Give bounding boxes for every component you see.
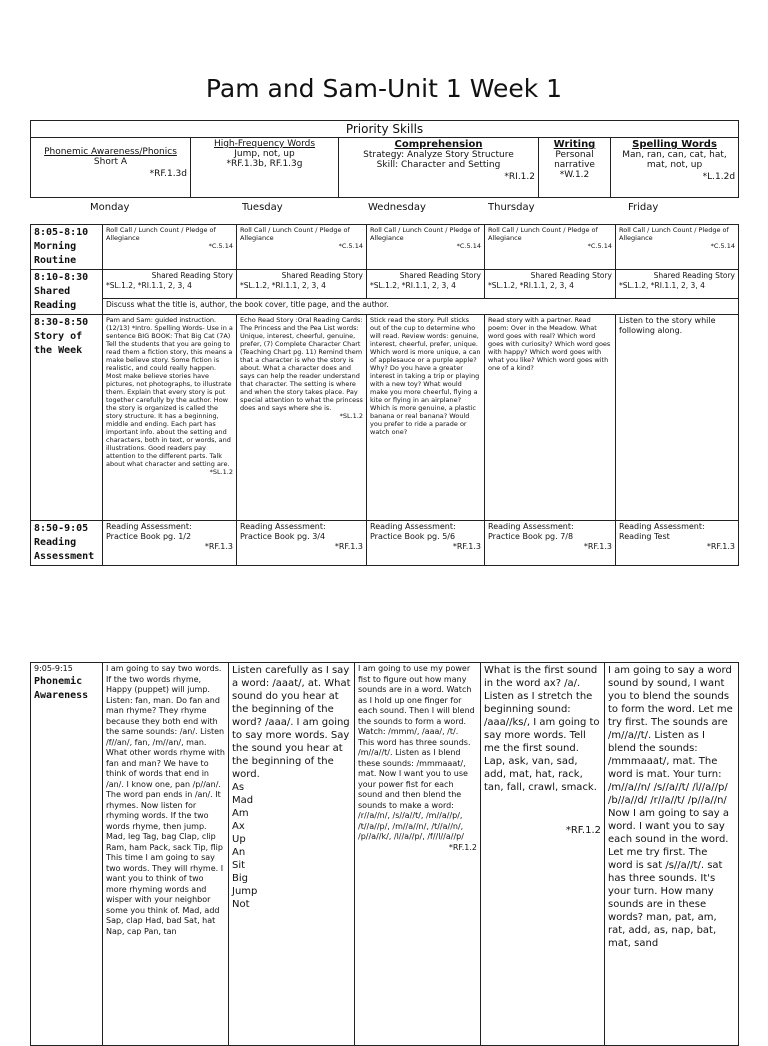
list-item: Mad bbox=[232, 795, 254, 806]
list-item: An bbox=[232, 847, 246, 858]
day-thursday: Thursday bbox=[488, 202, 535, 213]
shared-wed: Shared Reading Story *SL.1.2, *RI.1.1, 2, 3, 4 bbox=[367, 270, 485, 299]
skill-phonics: Phonemic Awareness/Phonics Short A *RF.1.3d bbox=[31, 138, 191, 198]
day-friday: Friday bbox=[628, 202, 659, 213]
shared-thu: Shared Reading Story *SL.1.2, *RI.1.1, 2, 3, 4 bbox=[485, 270, 616, 299]
assess-tue: Reading Assessment: Practice Book pg. 3/4 *RF.1.3 bbox=[237, 521, 367, 566]
list-item: Ax bbox=[232, 821, 245, 832]
story-thu: Read story with a partner. Read poem: Over in the Meadow. What word goes with real? Which word goes with curiosity? Which word goes with happy? Which word goes with what you like? Which word goes with one of a kind? bbox=[485, 315, 616, 521]
skill-high-frequency-words: High-Frequency Words Jump, not, up *RF.1.3b, RF.1.3g bbox=[191, 138, 339, 198]
story-fri: Listen to the story while following along. bbox=[616, 315, 739, 521]
story-mon: Pam and Sam: guided instruction. (12/13) *Intro. Spelling Words- Use in a sentence BIG BOOK: That Big Cat (7A) Tell the students that you are going to read them a fiction story, this means a make believe story. Some fiction is realistic, and could really happen. Most make believe stories have pictures, not photographs, to illustrate them. Explain that every story is put together carefully by the author. How the story is organized is called the story structure. It has a beginning, middle and ending. Each part has important info. about the setting and characters, both in text, or words, and illustrations. Good readers pay attention to the different parts. Talk about what character and setting are. *SL.1.2 bbox=[103, 315, 237, 521]
day-wednesday: Wednesday bbox=[368, 202, 426, 213]
morning-mon: Roll Call / Lunch Count / Pledge of Allegiance *C.5.14 bbox=[103, 225, 237, 270]
list-item: Sit bbox=[232, 860, 246, 871]
shared-reading-note: Discuss what the title is, author, the book cover, title page, and the author. bbox=[103, 298, 739, 314]
time-phonemic-awareness: 9:05-9:15 Phonemic Awareness bbox=[31, 663, 103, 1046]
phonemic-tue-word-list bbox=[232, 781, 351, 911]
list-item: Not bbox=[232, 899, 250, 910]
morning-wed: Roll Call / Lunch Count / Pledge of Allegiance *C.5.14 bbox=[367, 225, 485, 270]
skill-spelling: Spelling Words Man, ran, can, cat, hat, mat, not, up *L.1.2d bbox=[611, 138, 739, 198]
morning-thu: Roll Call / Lunch Count / Pledge of Allegiance *C.5.14 bbox=[485, 225, 616, 270]
priority-skills-heading: Priority Skills bbox=[31, 121, 739, 138]
phonemic-awareness-table bbox=[30, 662, 739, 1046]
skill-writing: Writing Personal narrative *W.1.2 bbox=[539, 138, 611, 198]
story-tue: Echo Read Story :Oral Reading Cards: The Princess and the Pea List words: Unique, interest, cheerful, genuine, prefer, (7) Complete Character Chart (Teaching Chart pg. 11) Remind them that a character is who the story is about. What a character does and says can help the reader understand that character. The setting is where and when the story takes place. Pay special attention to what the princess does and says where she is. *SL.1.2 bbox=[237, 315, 367, 521]
phonemic-tue: Listen carefully as I say a word: /aaat/, at. What sound do you hear at the beginning of the word? /aaa/. I am going to say more words. Say the sound you hear at the beginning of the word. As Mad Am Ax Up An Sit Big Jump Not bbox=[229, 663, 355, 1046]
phonemic-mon: I am going to say two words. If the two words rhyme, Happy (puppet) will jump. Listen: fan, man. Do fan and man rhyme? They rhyme because they both end with the same sounds: /an/. Listen /f//an/, fan, /m//an/, man. What other words rhyme with fan and man? We have to think of words that end in /an/. I know one, pan /p//an/. The word pan ends in /an/. It rhymes. Now listen for rhyming words. If the two words rhyme, then jump. Mad, leg Tag, bag Clap, clip Ram, ham Pack, sack Tip, flip This time I am going to say two words. They will rhyme. I want you to think of two more rhyming words and wisper with your neighbor some you think of. Mad, add Sap, clap Had, bad Sat, hat Nap, cap Pan, tan bbox=[103, 663, 229, 1046]
day-monday: Monday bbox=[90, 202, 130, 213]
assess-thu: Reading Assessment: Practice Book pg. 7/8 *RF.1.3 bbox=[485, 521, 616, 566]
shared-mon: Shared Reading Story *SL.1.2, *RI.1.1, 2, 3, 4 bbox=[103, 270, 237, 299]
assess-fri: Reading Assessment: Reading Test *RF.1.3 bbox=[616, 521, 739, 566]
morning-fri: Roll Call / Lunch Count / Pledge of Allegiance *C.5.14 bbox=[616, 225, 739, 270]
list-item: Big bbox=[232, 873, 248, 884]
priority-skills-table bbox=[30, 120, 739, 198]
day-tuesday: Tuesday bbox=[242, 202, 283, 213]
time-story-of-week: 8:30-8:50 Story of the Week bbox=[31, 315, 103, 521]
time-morning-routine: 8:05-8:10 Morning Routine bbox=[31, 225, 103, 270]
document-title: Pam and Sam-Unit 1 Week 1 bbox=[205, 74, 563, 103]
time-shared-reading: 8:10-8:30 Shared Reading bbox=[31, 270, 103, 315]
weekday-header bbox=[30, 202, 738, 218]
skill-comprehension: Comprehension Strategy: Analyze Story Structure Skill: Character and Setting *RI.1.2 bbox=[339, 138, 539, 198]
phonemic-wed: I am going to use my power fist to figure out how many sounds are in a word. Watch as I hold up one finger for each sound. Then I will blend the sounds to form a word. Watch: /mmm/, /aaa/, /t/. This word has three sounds. /m//a//t/. Listen as I blend these sounds: /mmmaaat/, mat. Now I want you to use your power fist for each sound and then blend the sounds to make a word: /r//a//n/, /s//a//t/, /m//a//p/, /t//a//p/, /m//a//n/, /t//a//n/, /p//a//k/, /l//a//p/, /f//l//a//p/ *RF.1.2 bbox=[355, 663, 481, 1046]
schedule-table bbox=[30, 224, 739, 566]
shared-tue: Shared Reading Story *SL.1.2, *RI.1.1, 2, 3, 4 bbox=[237, 270, 367, 299]
assess-mon: Reading Assessment: Practice Book pg. 1/2 *RF.1.3 bbox=[103, 521, 237, 566]
list-item: Am bbox=[232, 808, 249, 819]
morning-tue: Roll Call / Lunch Count / Pledge of Allegiance *C.5.14 bbox=[237, 225, 367, 270]
time-reading-assessment: 8:50-9:05 Reading Assessment bbox=[31, 521, 103, 566]
phonemic-thu: What is the first sound in the word ax? /a/. Listen as I stretch the beginning sound: /aaa//ks/, I am going to say more words. Tell me the first sound. Lap, ask, van, sad, add, mat, hat, rack, tan, fall, crawl, smack. *RF.1.2 bbox=[481, 663, 605, 1046]
list-item: Jump bbox=[232, 886, 258, 897]
list-item: Up bbox=[232, 834, 246, 845]
list-item: As bbox=[232, 782, 245, 793]
phonemic-fri: I am going to say a word sound by sound, I want you to blend the sounds to form the word. Let me try first. The sounds are /m//a//t/. Listen as I blend the sounds: /mmmaaat/, mat. The word is mat. Your turn: /m//a//n/ /s//a//t/ /l//a//p/ /b//a//d/ /r//a//t/ /p//a//n/ Now I am going to say a word. I want you to say each sound in the word. Let me try first. The word is sat /s//a//t/. sat has three sounds. It's your turn. How many sounds are in these words? man, pat, am, rat, add, as, nap, bat, mat, sand bbox=[605, 663, 739, 1046]
assess-wed: Reading Assessment: Practice Book pg. 5/6 *RF.1.3 bbox=[367, 521, 485, 566]
shared-fri: Shared Reading Story *SL.1.2, *RI.1.1, 2, 3, 4 bbox=[616, 270, 739, 299]
story-wed: Stick read the story. Pull sticks out of the cup to determine who will read. Review words: genuine, interest, cheerful, prefer, unique. Which word is more unique, a can of applesauce or a purple apple? Why? Do you have a greater interest in taking a trip or playing with a new toy? What would make you more cheerful, flying a kite or flying in an airplane? Which is more genuine, a plastic banana or real banana? Would you prefer to ride a parade or watch one? bbox=[367, 315, 485, 521]
